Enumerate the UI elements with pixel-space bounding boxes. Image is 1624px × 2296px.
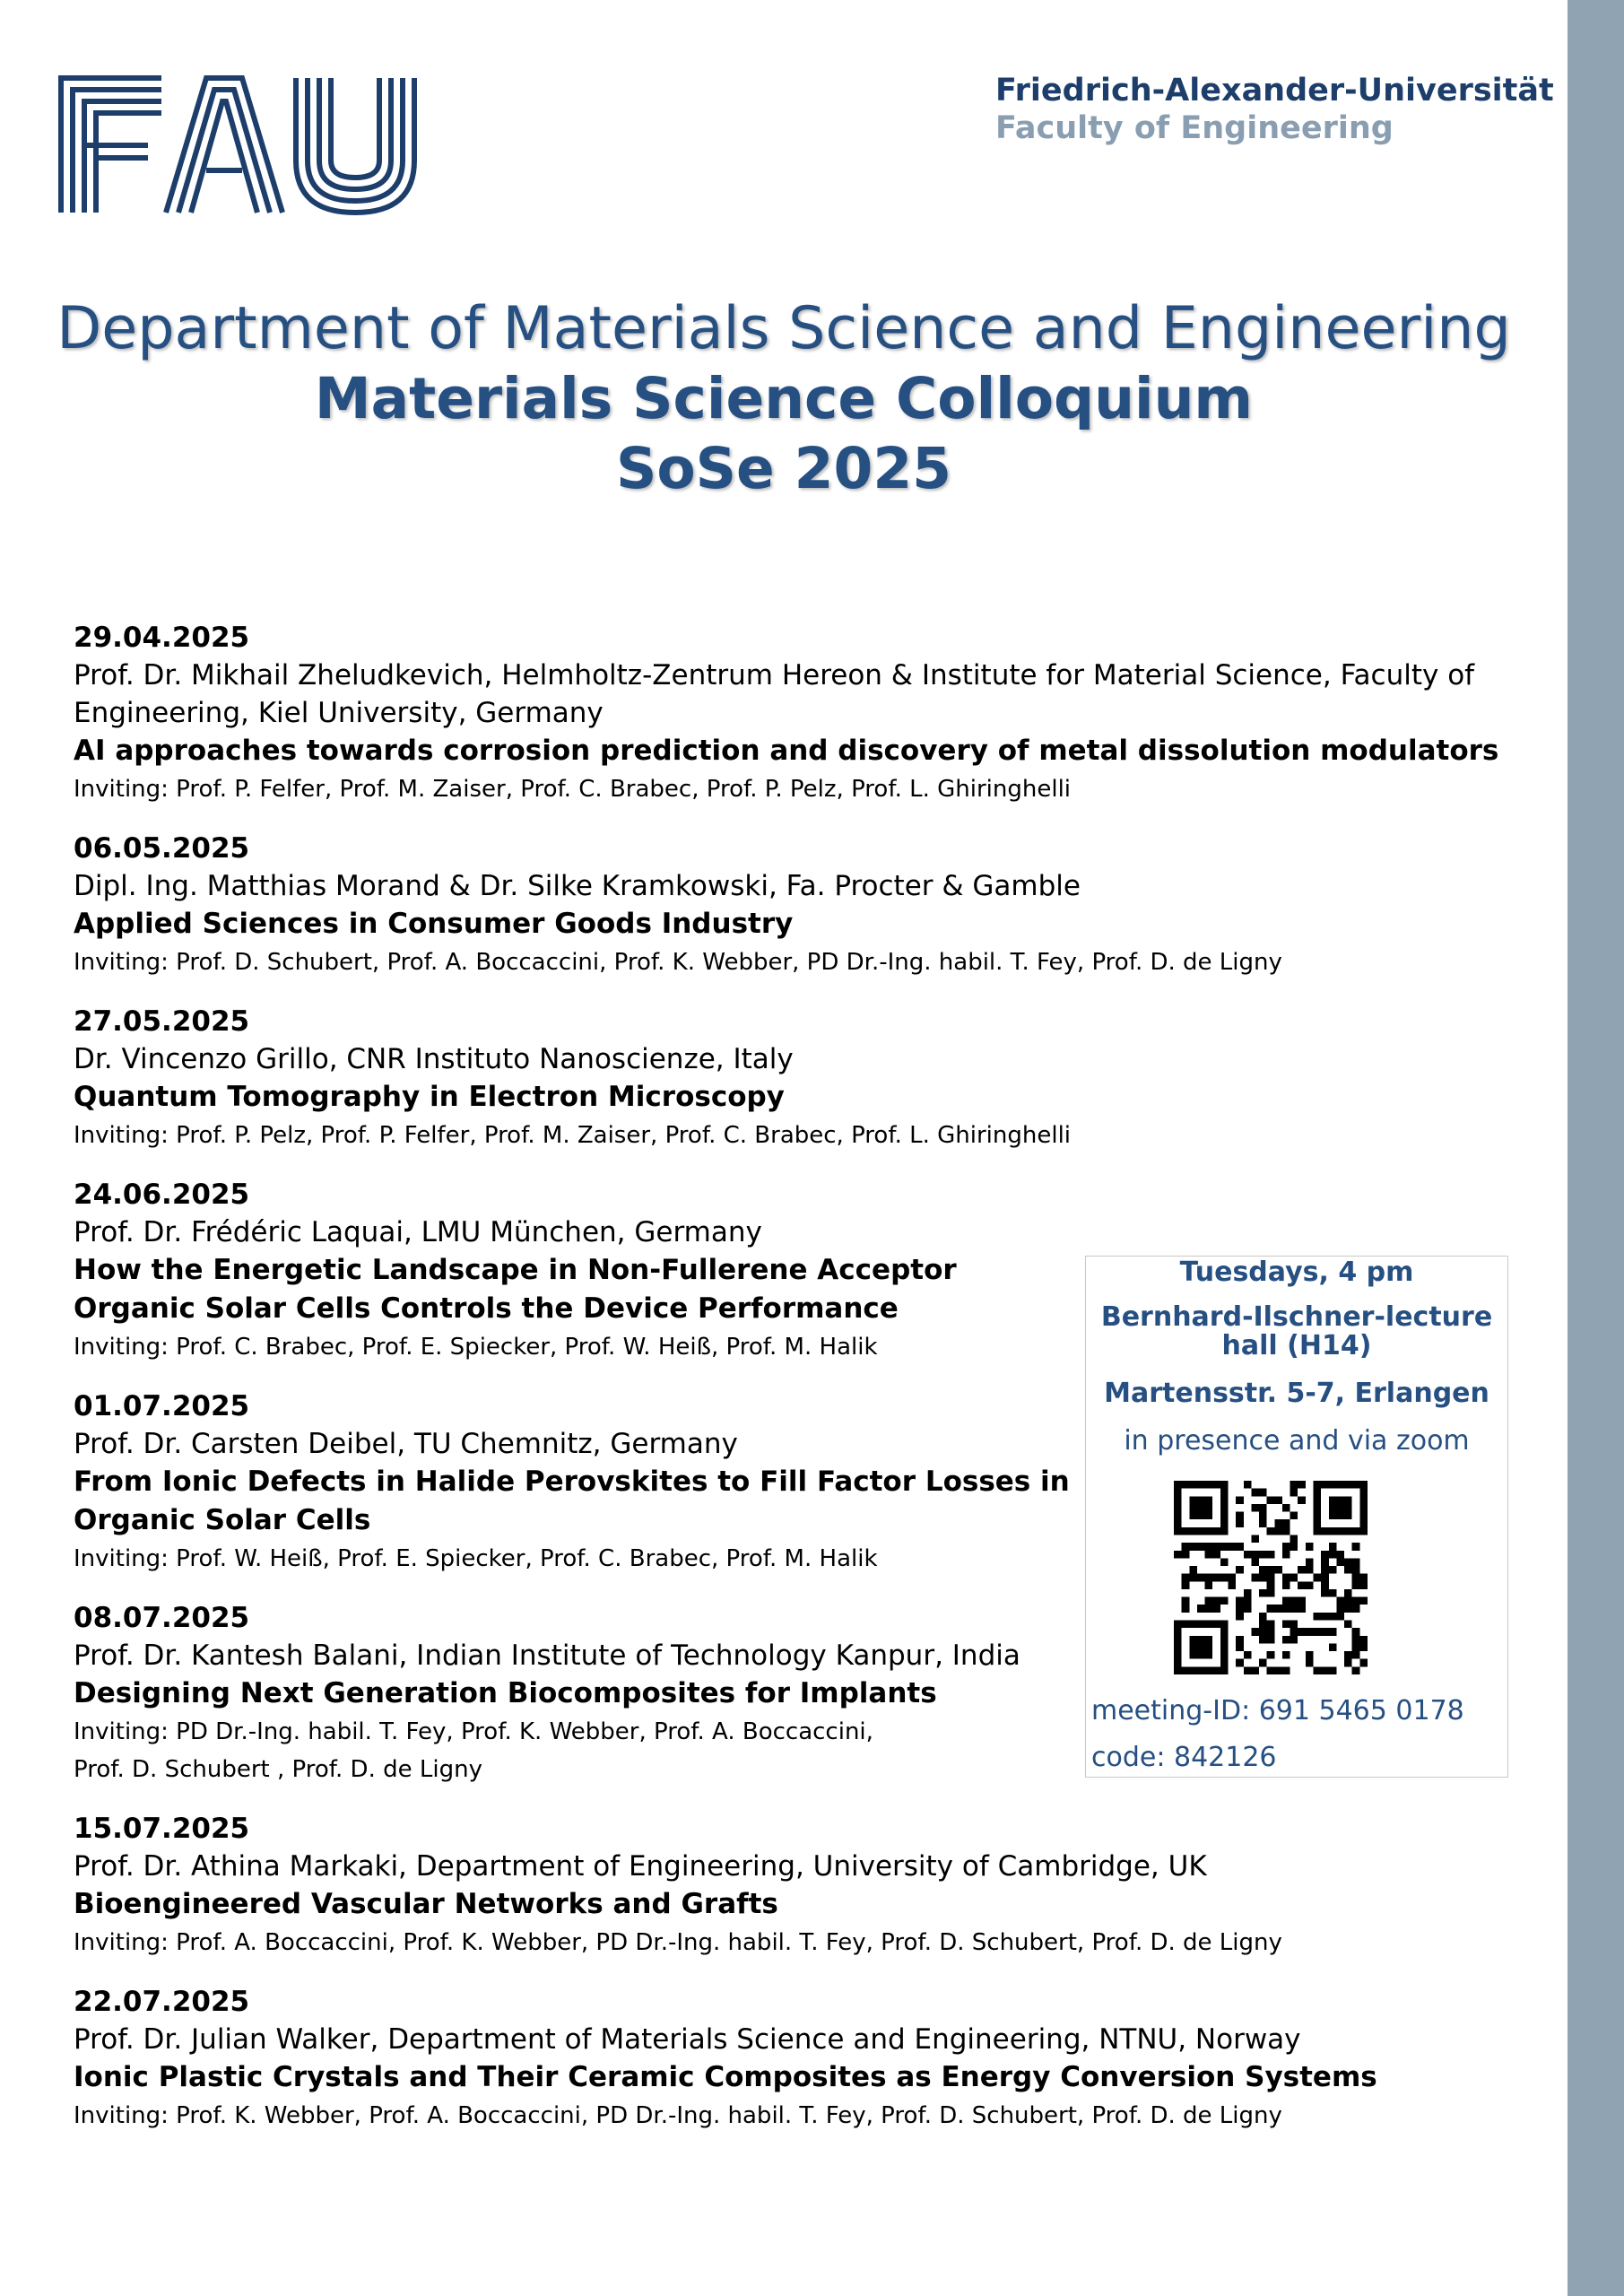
talk-inviting-continued: Prof. D. Schubert , Prof. D. de Ligny bbox=[74, 1756, 482, 1783]
talk-item bbox=[74, 1003, 1508, 1154]
university-name: Friedrich-Alexander-Universität bbox=[995, 73, 1554, 109]
talk-item bbox=[74, 1810, 1508, 1961]
talk-item bbox=[74, 830, 1508, 981]
department-title: Department of Materials Science and Engineering bbox=[56, 295, 1511, 362]
talk-date: 24.06.2025 bbox=[74, 1178, 250, 1211]
talk-date: 29.04.2025 bbox=[74, 622, 250, 654]
talk-item bbox=[74, 619, 1508, 808]
talk-inviting: Inviting: Prof. P. Pelz, Prof. P. Felfer, Prof. M. Zaiser, Prof. C. Brabec, Prof. L. Ghiringhelli bbox=[74, 1122, 1072, 1149]
talk-date: 27.05.2025 bbox=[74, 1005, 250, 1038]
talk-speaker: Prof. Dr. Kantesh Balani, Indian Institute of Technology Kanpur, India bbox=[74, 1639, 1020, 1672]
talk-date: 15.07.2025 bbox=[74, 1813, 250, 1845]
talk-inviting: Inviting: Prof. K. Webber, Prof. A. Boccaccini, PD Dr.-Ing. habil. T. Fey, Prof. D. Schubert, Prof. D. de Ligny bbox=[74, 2102, 1282, 2129]
talk-date: 06.05.2025 bbox=[74, 832, 250, 865]
meeting-code: code: 842126 bbox=[1091, 1742, 1277, 1773]
fau-logo bbox=[58, 75, 426, 215]
venue-info-box bbox=[1085, 1256, 1508, 1778]
talk-title: Ionic Plastic Crystals and Their Ceramic Composites as Energy Conversion Systems bbox=[74, 2061, 1377, 2093]
talk-title: How the Energetic Landscape in Non-Fullerene Acceptor Organic Solar Cells Controls the Device Performance bbox=[74, 1254, 957, 1325]
talk-date: 01.07.2025 bbox=[74, 1390, 250, 1422]
page-title bbox=[0, 294, 1568, 504]
talk-speaker: Prof. Dr. Mikhail Zheludkevich, Helmholtz-Zentrum Hereon & Institute for Material Science, Faculty of Engineering, Kiel University, Germany bbox=[74, 659, 1475, 729]
faculty-name: Faculty of Engineering bbox=[995, 110, 1394, 146]
colloquium-title: Materials Science Colloquium bbox=[314, 366, 1254, 431]
talk-speaker: Prof. Dr. Athina Markaki, Department of Engineering, University of Cambridge, UK bbox=[74, 1850, 1207, 1883]
talk-title: AI approaches towards corrosion prediction and discovery of metal dissolution modulators bbox=[74, 735, 1499, 767]
venue-address: Martensstr. 5-7, Erlangen bbox=[1104, 1378, 1489, 1409]
meeting-time: Tuesdays, 4 pm bbox=[1179, 1257, 1414, 1288]
talk-inviting: Inviting: Prof. C. Brabec, Prof. E. Spiecker, Prof. W. Heiß, Prof. M. Halik bbox=[74, 1334, 878, 1361]
talk-inviting: Inviting: Prof. A. Boccaccini, Prof. K. Webber, PD Dr.-Ing. habil. T. Fey, Prof. D. Schubert, Prof. D. de Ligny bbox=[74, 1929, 1282, 1956]
talk-speaker: Prof. Dr. Carsten Deibel, TU Chemnitz, Germany bbox=[74, 1428, 738, 1460]
talk-speaker: Dr. Vincenzo Grillo, CNR Instituto Nanoscienze, Italy bbox=[74, 1043, 794, 1075]
talk-inviting: Inviting: Prof. P. Felfer, Prof. M. Zaiser, Prof. C. Brabec, Prof. P. Pelz, Prof. L. Ghiringhelli bbox=[74, 776, 1072, 803]
talk-title: From Ionic Defects in Halide Perovskites to Fill Factor Losses in Organic Solar Cells bbox=[74, 1465, 1070, 1536]
talk-inviting: Inviting: PD Dr.-Ing. habil. T. Fey, Prof. K. Webber, Prof. A. Boccaccini, bbox=[74, 1718, 873, 1745]
university-header bbox=[995, 72, 1554, 147]
talk-item bbox=[74, 1983, 1508, 2135]
meeting-id: meeting-ID: 691 5465 0178 bbox=[1091, 1695, 1464, 1726]
talk-speaker: Prof. Dr. Frédéric Laquai, LMU München, Germany bbox=[74, 1216, 762, 1248]
talk-inviting: Inviting: Prof. D. Schubert, Prof. A. Boccaccini, Prof. K. Webber, PD Dr.-Ing. habil. T. Fey, Prof. D. de Ligny bbox=[74, 949, 1282, 976]
talk-title: Designing Next Generation Biocomposites for Implants bbox=[74, 1677, 937, 1709]
talk-title: Bioengineered Vascular Networks and Grafts bbox=[74, 1888, 778, 1920]
talk-title: Quantum Tomography in Electron Microscopy bbox=[74, 1081, 785, 1113]
talk-inviting: Inviting: Prof. W. Heiß, Prof. E. Spiecker, Prof. C. Brabec, Prof. M. Halik bbox=[74, 1545, 878, 1572]
talk-date: 08.07.2025 bbox=[74, 1602, 250, 1634]
side-bar bbox=[1568, 0, 1624, 2296]
talk-date: 22.07.2025 bbox=[74, 1986, 250, 2018]
lecture-hall: Bernhard-Ilschner-lecture hall (H14) bbox=[1100, 1301, 1493, 1361]
qr-code-icon[interactable] bbox=[1174, 1481, 1368, 1674]
semester-title: SoSe 2025 bbox=[615, 436, 952, 501]
talk-speaker: Dipl. Ing. Matthias Morand & Dr. Silke Kramkowski, Fa. Procter & Gamble bbox=[74, 870, 1081, 902]
talk-speaker: Prof. Dr. Julian Walker, Department of Materials Science and Engineering, NTNU, Norway bbox=[74, 2023, 1301, 2056]
attendance-mode: in presence and via zoom bbox=[1124, 1425, 1470, 1457]
talk-title: Applied Sciences in Consumer Goods Industry bbox=[74, 908, 794, 940]
